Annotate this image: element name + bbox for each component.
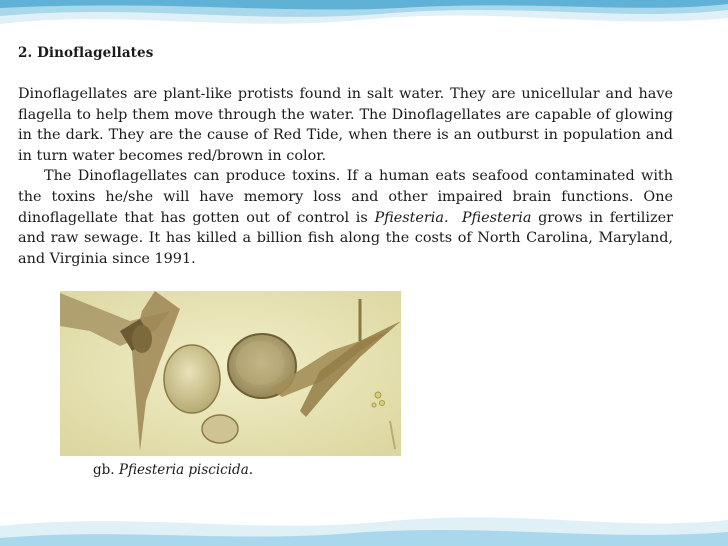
caption-species: Pfiesteria piscicida. xyxy=(118,462,254,478)
slide-heading: 2. Dinoflagellates xyxy=(18,45,154,61)
photo-caption xyxy=(93,462,253,478)
microscope-image xyxy=(60,291,401,456)
body-text xyxy=(18,84,673,269)
pfiesteria-term-2: Pfiesteria xyxy=(461,209,532,226)
top-wave-decoration xyxy=(0,0,728,40)
pfiesteria-term-1: Pfiesteria. xyxy=(374,209,449,226)
paragraph-2 xyxy=(18,166,673,269)
paragraph-2-space xyxy=(449,210,462,226)
paragraph-2-start: The Dinoflagellates can produce toxins. If a human eats seafood contaminated with the toxins he/she will have memory loss and other impaired brain functions. One dinoflagellate that has gotten out of control is xyxy=(18,168,673,226)
caption-prefix: gb. xyxy=(93,462,119,478)
bottom-wave-decoration xyxy=(0,506,728,546)
paragraph-2-end: grows in fertilizer and raw sewage. It has killed a billion fish along the costs of North Carolina, Maryland, and Virginia since 1991. xyxy=(18,209,673,267)
paragraph-1: Dinoflagellates are plant-like protists found in salt water. They are unicellular and have flagella to help them move through the water. The Dinoflagellates are capable of glowing in the dark. They are the cause of Red Tide, when there is an outburst in population and in turn water becomes red/brown in color. xyxy=(18,86,673,164)
dinoflagellate-photo xyxy=(60,291,401,456)
